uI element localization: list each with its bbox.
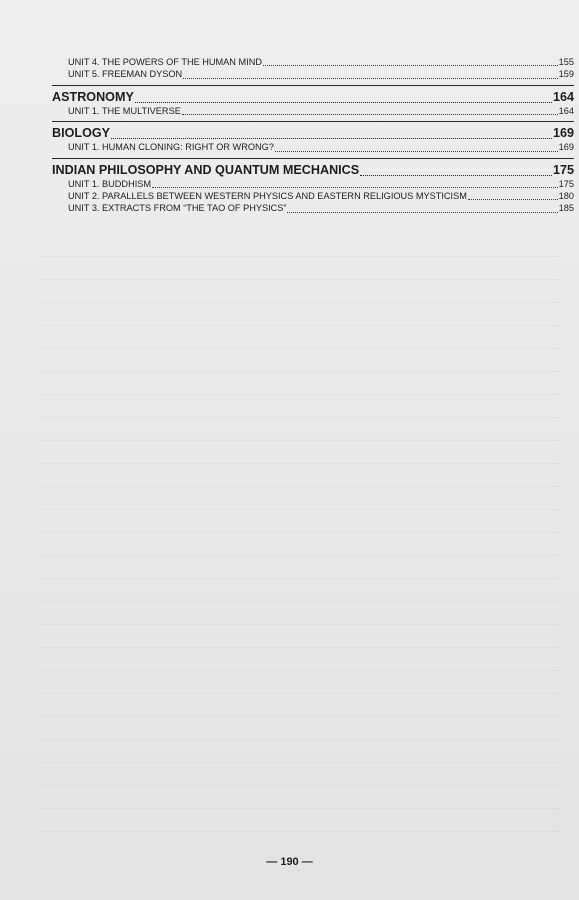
toc-entry-title: ASTRONOMY [52,89,134,104]
toc-unit-entry [52,68,574,80]
dot-leader [468,199,558,200]
toc-entry-page: 155 [558,56,574,67]
dot-leader [287,212,557,213]
toc-entry-page: 175 [558,178,574,189]
section-divider [52,85,574,86]
table-of-contents [52,56,574,215]
dot-leader [135,102,552,103]
dot-leader [275,151,558,152]
page-number: — 190 — [266,856,313,868]
toc-entry-page: 164 [558,105,574,116]
toc-entry-title: UNIT 3. EXTRACTS FROM “THE TAO OF PHYSICS” [68,203,287,214]
dot-leader [263,65,558,66]
toc-entry-page: 185 [558,203,574,214]
dot-leader [360,175,552,176]
bleed-through-decoration [40,240,560,840]
toc-section-entry [52,162,574,178]
toc-entry-title: UNIT 4. THE POWERS OF THE HUMAN MIND [68,56,262,67]
toc-unit-entry [52,141,574,153]
toc-unit-entry [52,56,574,68]
toc-entry-page: 180 [558,190,574,201]
toc-unit-entry [52,190,574,202]
toc-section-entry [52,89,574,105]
toc-entry-page: 159 [558,69,574,80]
toc-entry-title: INDIAN PHILOSOPHY AND QUANTUM MECHANICS [52,162,360,177]
toc-entry-page: 164 [552,89,574,104]
toc-entry-title: UNIT 1. HUMAN CLONING: RIGHT OR WRONG? [68,142,274,153]
toc-entry-title: BIOLOGY [52,126,111,141]
toc-unit-entry [52,105,574,117]
dot-leader [152,187,558,188]
toc-entry-title: UNIT 5. FREEMAN DYSON [68,69,183,80]
toc-entry-page: 169 [558,142,574,153]
toc-entry-page: 175 [552,162,574,177]
toc-entry-title: UNIT 1. BUDDHISM [68,178,152,189]
toc-unit-entry [52,178,574,190]
toc-entry-title: UNIT 2. PARALLELS BETWEEN WESTERN PHYSICS AND EASTERN RELIGIOUS MYSTICISM [68,190,467,201]
section-divider [52,158,574,159]
dot-leader [111,138,552,139]
toc-unit-entry [52,202,574,214]
toc-entry-title: UNIT 1. THE MULTIVERSE [68,105,181,116]
toc-section-entry [52,125,574,141]
section-divider [52,121,574,122]
dot-leader [182,114,558,115]
dot-leader [183,78,557,79]
toc-entry-page: 169 [552,126,574,141]
